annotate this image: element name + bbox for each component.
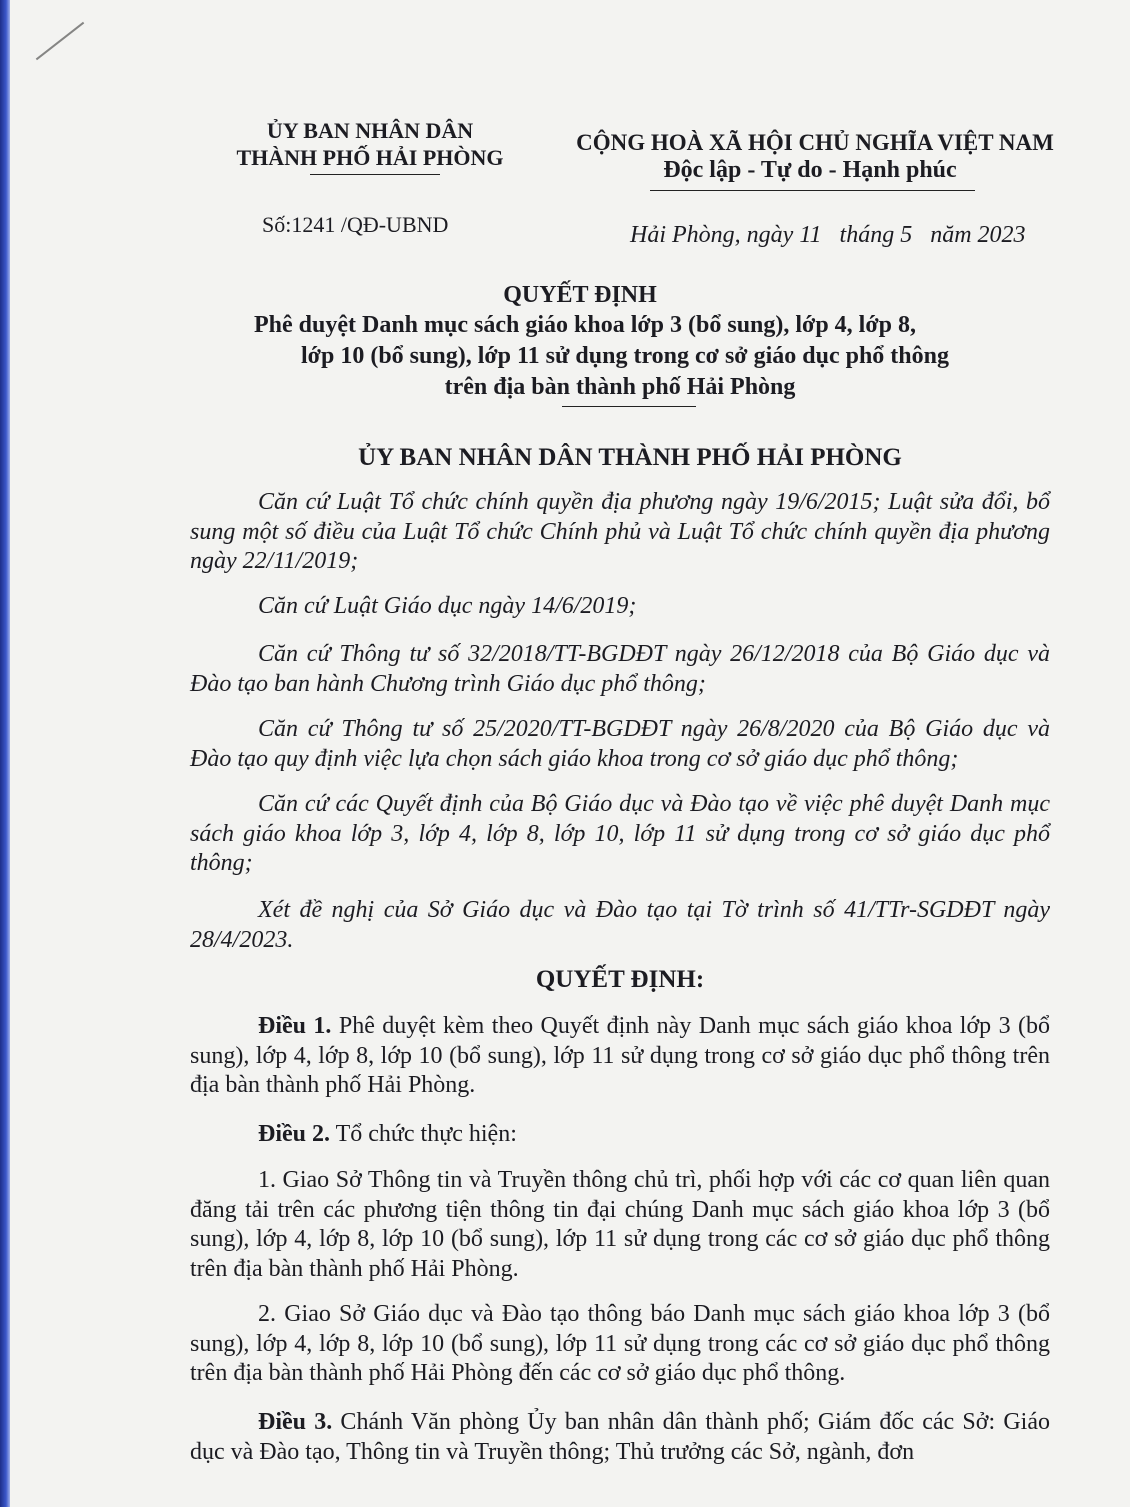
subject-underline — [562, 406, 696, 407]
page-edge — [0, 0, 10, 1507]
issuing-authority: ỦY BAN NHÂN DÂN THÀNH PHỐ HẢI PHÒNG — [358, 444, 902, 471]
nation-motto: Độc lập - Tự do - Hạnh phúc — [663, 157, 957, 183]
legal-basis-4: Căn cứ Thông tư số 25/2020/TT-BGDĐT ngày 26/8/2020 của Bộ Giáo dục và Đào tạo quy định việc lựa chọn sách giáo khoa trong cơ sở giáo dục phổ thông; — [190, 716, 1050, 772]
legal-basis-2: Căn cứ Luật Giáo dục ngày 14/6/2019; — [258, 593, 637, 619]
subject-line3: trên địa bàn thành phố Hải Phòng — [444, 374, 796, 400]
motto-underline — [650, 190, 975, 191]
document-date: Hải Phòng, ngày 11 tháng 5 năm 2023 — [630, 222, 1026, 248]
issuer-line1: ỦY BAN NHÂN DÂN — [266, 118, 474, 143]
issuer-underline — [310, 174, 440, 175]
legal-basis-6: Xét đề nghị của Sở Giáo dục và Đào tạo tại Tờ trình số 41/TTr-SGDĐT ngày 28/4/2023. — [190, 897, 1050, 953]
article-1: Điều 1. Phê duyệt kèm theo Quyết định này Danh mục sách giáo khoa lớp 3 (bổ sung), lớp 4, lớp 8, lớp 10 (bổ sung), lớp 11 sử dụng trong cơ sở giáo dục phổ thông trên địa bàn thành phố Hải Phòng. — [190, 1013, 1051, 1098]
article-3: Điều 3. Chánh Văn phòng Ủy ban nhân dân thành phố; Giám đốc các Sở: Giáo dục và Đào tạo, Thông tin và Truyền thông; Thủ trưởng các Sở, ngành, đơn — [190, 1409, 1051, 1465]
document-type: QUYẾT ĐỊNH — [503, 282, 657, 308]
decision-heading: QUYẾT ĐỊNH: — [535, 966, 705, 993]
article-2-item-1: 1. Giao Sở Thông tin và Truyền thông chủ trì, phối hợp với các cơ quan liên quan đăng tải trên các phương tiện thông tin đại chúng Danh mục sách giáo khoa lớp 3 (bổ sung), lớp 4, lớp 8, lớp 10 (bổ sung), lớp 11 sử dụng trong các cơ sở giáo dục phổ thông trên địa bàn thành phố Hải Phòng. — [190, 1167, 1050, 1282]
subject-line2: lớp 10 (bổ sung), lớp 11 sử dụng trong cơ sở giáo dục phổ thông — [301, 343, 949, 369]
document-number: Số:1241 /QĐ-UBND — [262, 212, 449, 237]
issuer-line2: THÀNH PHỐ HẢI PHÒNG — [236, 145, 504, 170]
legal-basis-1: Căn cứ Luật Tổ chức chính quyền địa phương ngày 19/6/2015; Luật sửa đổi, bổ sung một số điều của Luật Tổ chức Chính phủ và Luật Tổ chức chính quyền địa phương ngày 22/11/2019; — [190, 489, 1050, 574]
legal-basis-5: Căn cứ các Quyết định của Bộ Giáo dục và Đào tạo về việc phê duyệt Danh mục sách giáo khoa lớp 3, lớp 4, lớp 8, lớp 10, lớp 11 sử dụng trong cơ sở giáo dục phổ thông; — [190, 791, 1050, 876]
article-2-item-2: 2. Giao Sở Giáo dục và Đào tạo thông báo Danh mục sách giáo khoa lớp 3 (bổ sung), lớp 4, lớp 8, lớp 10 (bổ sung), lớp 11 sử dụng trong các cơ sở giáo dục phổ thông trên địa bàn thành phố Hải Phòng đến các cơ sở giáo dục phổ thông. — [190, 1301, 1050, 1386]
subject-line1: Phê duyệt Danh mục sách giáo khoa lớp 3 (bổ sung), lớp 4, lớp 8, — [253, 312, 916, 338]
pen-mark — [36, 22, 85, 61]
nation-title: CỘNG HOÀ XÃ HỘI CHỦ NGHĨA VIỆT NAM — [576, 130, 1054, 155]
article-2: Điều 2. Tổ chức thực hiện: — [258, 1121, 517, 1147]
legal-basis-3: Căn cứ Thông tư số 32/2018/TT-BGDĐT ngày 26/12/2018 của Bộ Giáo dục và Đào tạo ban hành Chương trình Giáo dục phổ thông; — [190, 641, 1050, 697]
